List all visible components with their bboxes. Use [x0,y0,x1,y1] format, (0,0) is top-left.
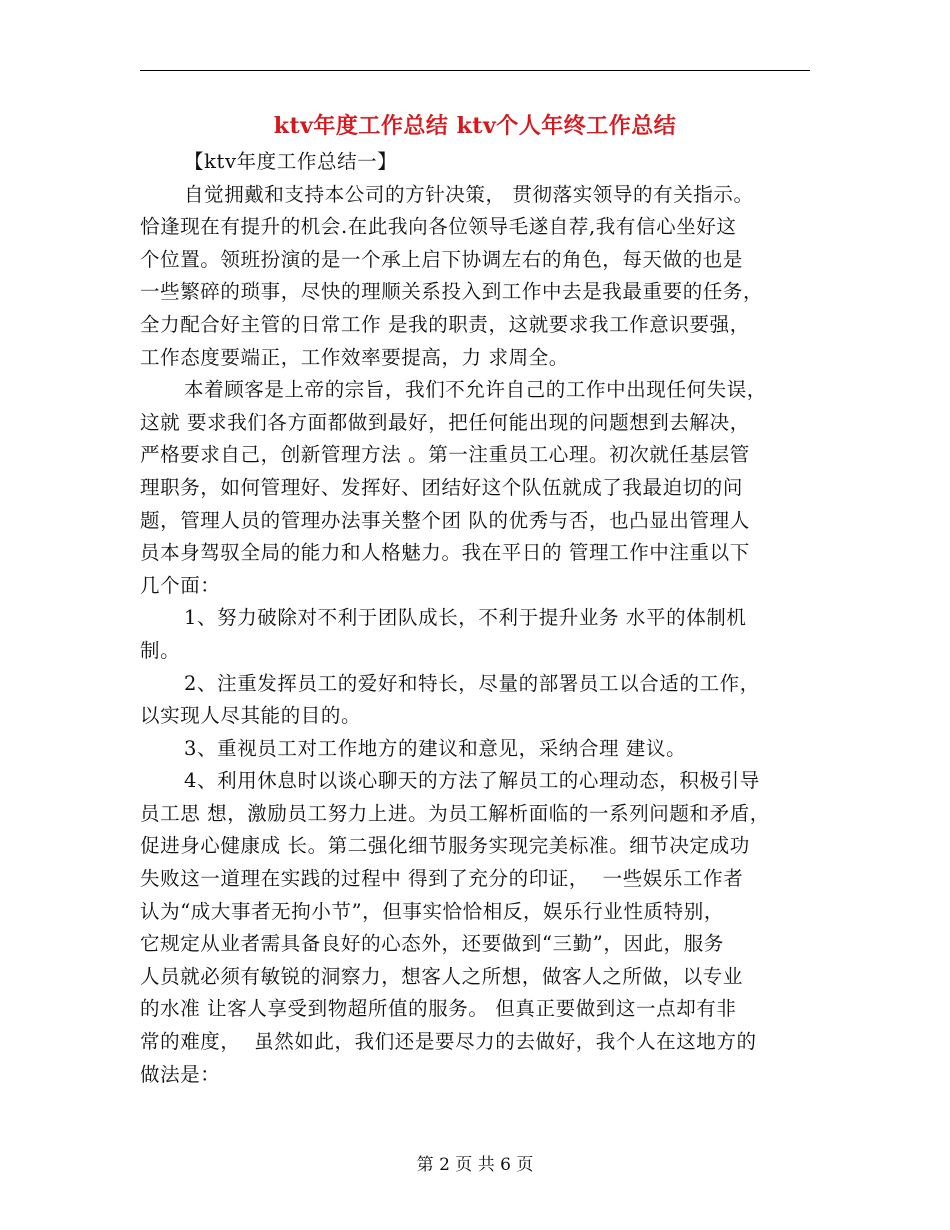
text-line: 3、重视员工对工作地方的建议和意见，采纳合理 建议。 [184,736,687,760]
header-rule [140,70,810,71]
text-line: 促进身心健康成 长。第二强化细节服务实现完美标准。细节决定成功 [140,834,750,858]
text-line: 失败这一道理在实践的过程中 得到了充分的印证， 一些娱乐工作者 [140,867,744,891]
text-line: 严格要求自己，创新管理方法 。第一注重员工心理。初次就任基层管 [140,443,750,467]
text-line: 理职务，如何管理好、发挥好、团结好这个队伍就成了我最迫切的问 [140,475,744,499]
text-line: 以实现人尽其能的目的。 [140,704,362,728]
text-line: 员工思 想，激励员工努力上进。为员工解析面临的一系列问题和矛盾， [140,801,770,825]
text-line: 2、注重发挥员工的爱好和特长，尽量的部署员工以合适的工作， [184,671,760,695]
text-line: 恰逢现在有提升的机会.在此我向各位领导毛遂自荐,我有信心坐好这 [140,215,737,239]
text-line: 员本身驾驭全局的能力和人格魅力。我在平日的 管理工作中注重以下 [140,541,750,565]
text-line: 4、利用休息时以谈心聊天的方法了解员工的心理动态，积极引导 [184,769,760,793]
text-line: 工作态度要端正，工作效率要提高，力 求周全。 [140,345,569,369]
document-body [140,146,815,1091]
text-line: 这就 要求我们各方面都做到最好，把任何能出现的问题想到去解决， [140,410,750,434]
text-line: 常的难度， 虽然如此，我们还是要尽力的去做好，我个人在这地方的 [140,1030,757,1054]
text-line: 题，管理人员的管理办法事关整个团 队的优秀与否，也凸显出管理人 [140,508,750,532]
text-line: 本着顾客是上帝的宗旨，我们不允许自己的工作中出现任何失误， [184,378,767,402]
text-line: 个位置。领班扮演的是一个承上启下协调左右的角色，每天做的也是 [140,247,744,271]
text-line: 认为“成大事者无拘小节”，但事实恰恰相反，娱乐行业性质特别， [140,899,724,923]
text-line: 1、努力破除对不利于团队成长，不利于提升业务 水平的体制机 [184,606,747,630]
text-line: 制。 [140,638,181,662]
document-title: ktv年度工作总结 ktv个人年终工作总结 [273,113,677,139]
text-line: 【ktv年度工作总结一】 [184,150,398,173]
text-line: 一些繁碎的琐事，尽快的理顺关系投入到工作中去是我最重要的任务， [140,280,764,304]
text-line: 它规定从业者需具备良好的心态外，还要做到“三勤”，因此，服务 [140,932,724,956]
text-line: 几个面： [140,573,221,597]
text-line: 自觉拥戴和支持本公司的方针决策， 贯彻落实领导的有关指示。 [184,182,754,206]
text-line: 做法是： [140,1062,221,1086]
text-line: 的水准 让客人享受到物超所值的服务。 但真正要做到这一点却有非 [140,997,737,1021]
page-number: 第 2 页 共 6 页 [416,1155,534,1175]
text-line: 人员就必须有敏锐的洞察力，想客人之所想，做客人之所做，以专业 [140,964,744,988]
text-line: 全力配合好主管的日常工作 是我的职责，这就要求我工作意识要强， [140,312,750,336]
